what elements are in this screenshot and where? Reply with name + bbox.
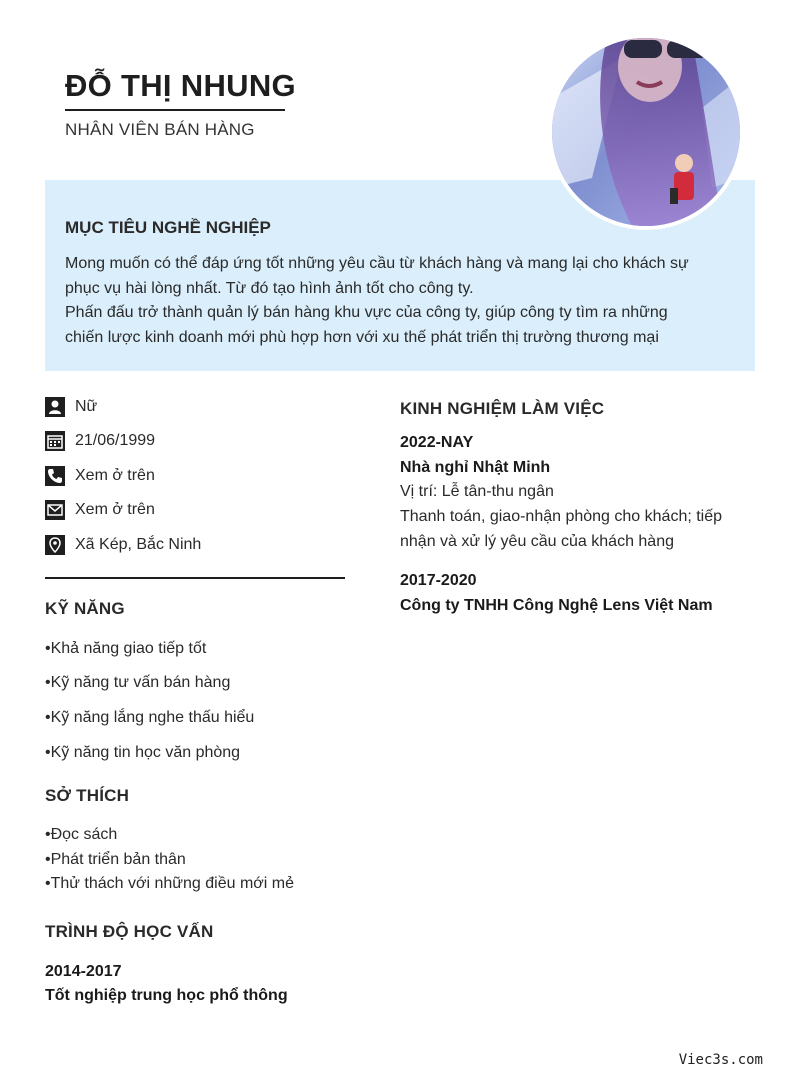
profile-photo-image (552, 38, 740, 226)
objective-text (65, 252, 745, 350)
experience-position: Vị trí: Lễ tân-thu ngân (400, 483, 554, 500)
name-underline (65, 109, 285, 111)
birthdate-text: 21/06/1999 (75, 432, 156, 449)
info-address (45, 534, 201, 556)
email-text: Xem ở trên (75, 501, 155, 518)
objective-line: Phấn đấu trở thành quản lý bán hàng khu vực của công ty, giúp công ty tìm ra những (65, 304, 668, 321)
skill-item: •Kỹ năng lắng nghe thấu hiểu (45, 709, 255, 726)
objective-heading: MỤC TIÊU NGHỀ NGHIỆP (65, 218, 271, 237)
experience-period: 2017-2020 (400, 572, 477, 589)
address-text: Xã Kép, Bắc Ninh (75, 536, 202, 553)
skill-item: •Khả năng giao tiếp tốt (45, 640, 207, 657)
info-phone (45, 465, 155, 487)
objective-line: Mong muốn có thể đáp ứng tốt những yêu cầu từ khách hàng và mang lại cho khách sự (65, 255, 689, 272)
education-detail: Tốt nghiệp trung học phổ thông (45, 987, 288, 1004)
skills-heading: KỸ NĂNG (45, 599, 125, 618)
hobbies-heading: SỞ THÍCH (45, 786, 130, 805)
section-divider (45, 577, 345, 579)
skill-item: •Kỹ năng tư vấn bán hàng (45, 674, 231, 691)
location-icon (45, 535, 65, 555)
experience-company: Nhà nghỉ Nhật Minh (400, 459, 551, 476)
experience-period: 2022-NAY (400, 434, 474, 451)
objective-line: chiến lược kinh doanh mới phù hợp hơn với xu thế phát triển thị trường thương mại (65, 328, 659, 346)
experience-description: nhận và xử lý yêu cầu của khách hàng (400, 533, 674, 550)
info-gender (45, 396, 97, 418)
job-title: NHÂN VIÊN BÁN HÀNG (65, 120, 255, 139)
calendar-icon (45, 431, 65, 451)
profile-photo (548, 34, 744, 230)
info-email (45, 499, 155, 521)
experience-description: Thanh toán, giao-nhận phòng cho khách; tiếp (400, 508, 723, 525)
candidate-name: ĐỖ THỊ NHUNG (65, 68, 296, 103)
hobby-item: •Đọc sách (45, 826, 118, 843)
info-birthdate (45, 430, 155, 452)
site-watermark: Viec3s.com (678, 1052, 763, 1068)
experience-company: Công ty TNHH Công Nghệ Lens Việt Nam (400, 597, 713, 614)
person-icon (45, 397, 65, 417)
skill-item: •Kỹ năng tin học văn phòng (45, 744, 241, 761)
experience-heading: KINH NGHIỆM LÀM VIỆC (400, 399, 605, 418)
gender-text: Nữ (75, 398, 98, 415)
objective-line: phục vụ hài lòng nhất. Từ đó tạo hình ảnh tốt cho công ty. (65, 279, 474, 297)
education-period: 2014-2017 (45, 963, 122, 980)
mail-icon (45, 500, 65, 520)
phone-text: Xem ở trên (75, 467, 155, 484)
hobby-item: •Thử thách với những điều mới mẻ (45, 875, 294, 892)
phone-icon (45, 466, 65, 486)
education-heading: TRÌNH ĐỘ HỌC VẤN (45, 922, 214, 941)
hobby-item: •Phát triển bản thân (45, 851, 186, 868)
